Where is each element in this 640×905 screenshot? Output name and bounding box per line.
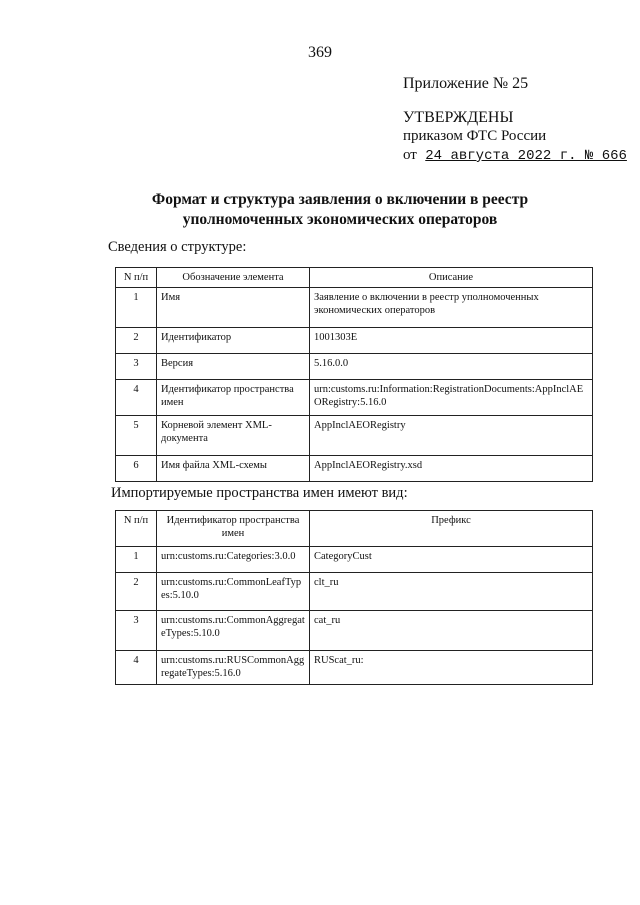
table-row <box>116 611 593 651</box>
date-value: 24 августа 2022 г. № 666 <box>425 148 627 164</box>
element-name: Версия <box>157 354 310 380</box>
namespaces-heading: Импортируемые пространства имен имеют вид: <box>111 485 408 501</box>
page-number: 369 <box>308 44 332 61</box>
row-number: 3 <box>116 354 157 380</box>
table-row <box>116 380 593 416</box>
row-number: 6 <box>116 456 157 482</box>
approved-by: приказом ФТС России <box>403 128 547 144</box>
table-row <box>116 328 593 354</box>
column-header: N п/п <box>116 268 157 288</box>
row-number: 1 <box>116 547 157 573</box>
namespace-prefix: clt_ru <box>310 573 593 611</box>
table-row <box>116 456 593 482</box>
table-row <box>116 651 593 685</box>
element-name: Идентификатор <box>157 328 310 354</box>
namespace-id: urn:customs.ru:CommonLeafTypes:5.10.0 <box>157 573 310 611</box>
title-line-2: уполномоченных экономических операторов <box>182 211 498 228</box>
element-description: urn:customs.ru:Information:RegistrationDocuments:AppInclAEORegistry:5.16.0 <box>310 380 593 416</box>
element-name: Корневой элемент XML-документа <box>157 416 310 456</box>
table-header-row <box>116 268 593 288</box>
namespace-id: urn:customs.ru:RUSCommonAggregateTypes:5.16.0 <box>157 651 310 685</box>
document-title <box>110 190 570 230</box>
namespace-id: urn:customs.ru:CommonAggregateTypes:5.10.0 <box>157 611 310 651</box>
title-line-1: Формат и структура заявления о включении в реестр <box>151 191 529 208</box>
column-header: N п/п <box>116 511 157 547</box>
namespace-prefix: cat_ru <box>310 611 593 651</box>
row-number: 5 <box>116 416 157 456</box>
table-row <box>116 288 593 328</box>
column-header: Обозначение элемента <box>157 268 310 288</box>
approval-date <box>403 146 627 166</box>
row-number: 3 <box>116 611 157 651</box>
table-row <box>116 416 593 456</box>
namespace-prefix: RUScat_ru: <box>310 651 593 685</box>
table-header-row <box>116 511 593 547</box>
table-row <box>116 573 593 611</box>
structure-table <box>115 267 593 482</box>
row-number: 1 <box>116 288 157 328</box>
appendix-label: Приложение № 25 <box>403 75 529 92</box>
row-number: 2 <box>116 573 157 611</box>
approved-title: УТВЕРЖДЕНЫ <box>403 109 514 126</box>
column-header: Префикс <box>310 511 593 547</box>
element-name: Идентификатор пространства имен <box>157 380 310 416</box>
column-header: Идентификатор пространства имен <box>157 511 310 547</box>
table-row <box>116 354 593 380</box>
namespace-id: urn:customs.ru:Categories:3.0.0 <box>157 547 310 573</box>
element-name: Имя файла XML-схемы <box>157 456 310 482</box>
structure-heading: Сведения о структуре: <box>108 239 247 255</box>
namespaces-table <box>115 510 593 685</box>
row-number: 2 <box>116 328 157 354</box>
element-description: 1001303E <box>310 328 593 354</box>
column-header: Описание <box>310 268 593 288</box>
namespace-prefix: CategoryCust <box>310 547 593 573</box>
approval-block <box>403 108 627 166</box>
table-row <box>116 547 593 573</box>
element-description: AppInclAEORegistry <box>310 416 593 456</box>
element-description: Заявление о включении в реестр уполномоченных экономических операторов <box>310 288 593 328</box>
element-description: 5.16.0.0 <box>310 354 593 380</box>
element-name: Имя <box>157 288 310 328</box>
row-number: 4 <box>116 380 157 416</box>
date-prefix: от <box>403 147 417 163</box>
element-description: AppInclAEORegistry.xsd <box>310 456 593 482</box>
row-number: 4 <box>116 651 157 685</box>
